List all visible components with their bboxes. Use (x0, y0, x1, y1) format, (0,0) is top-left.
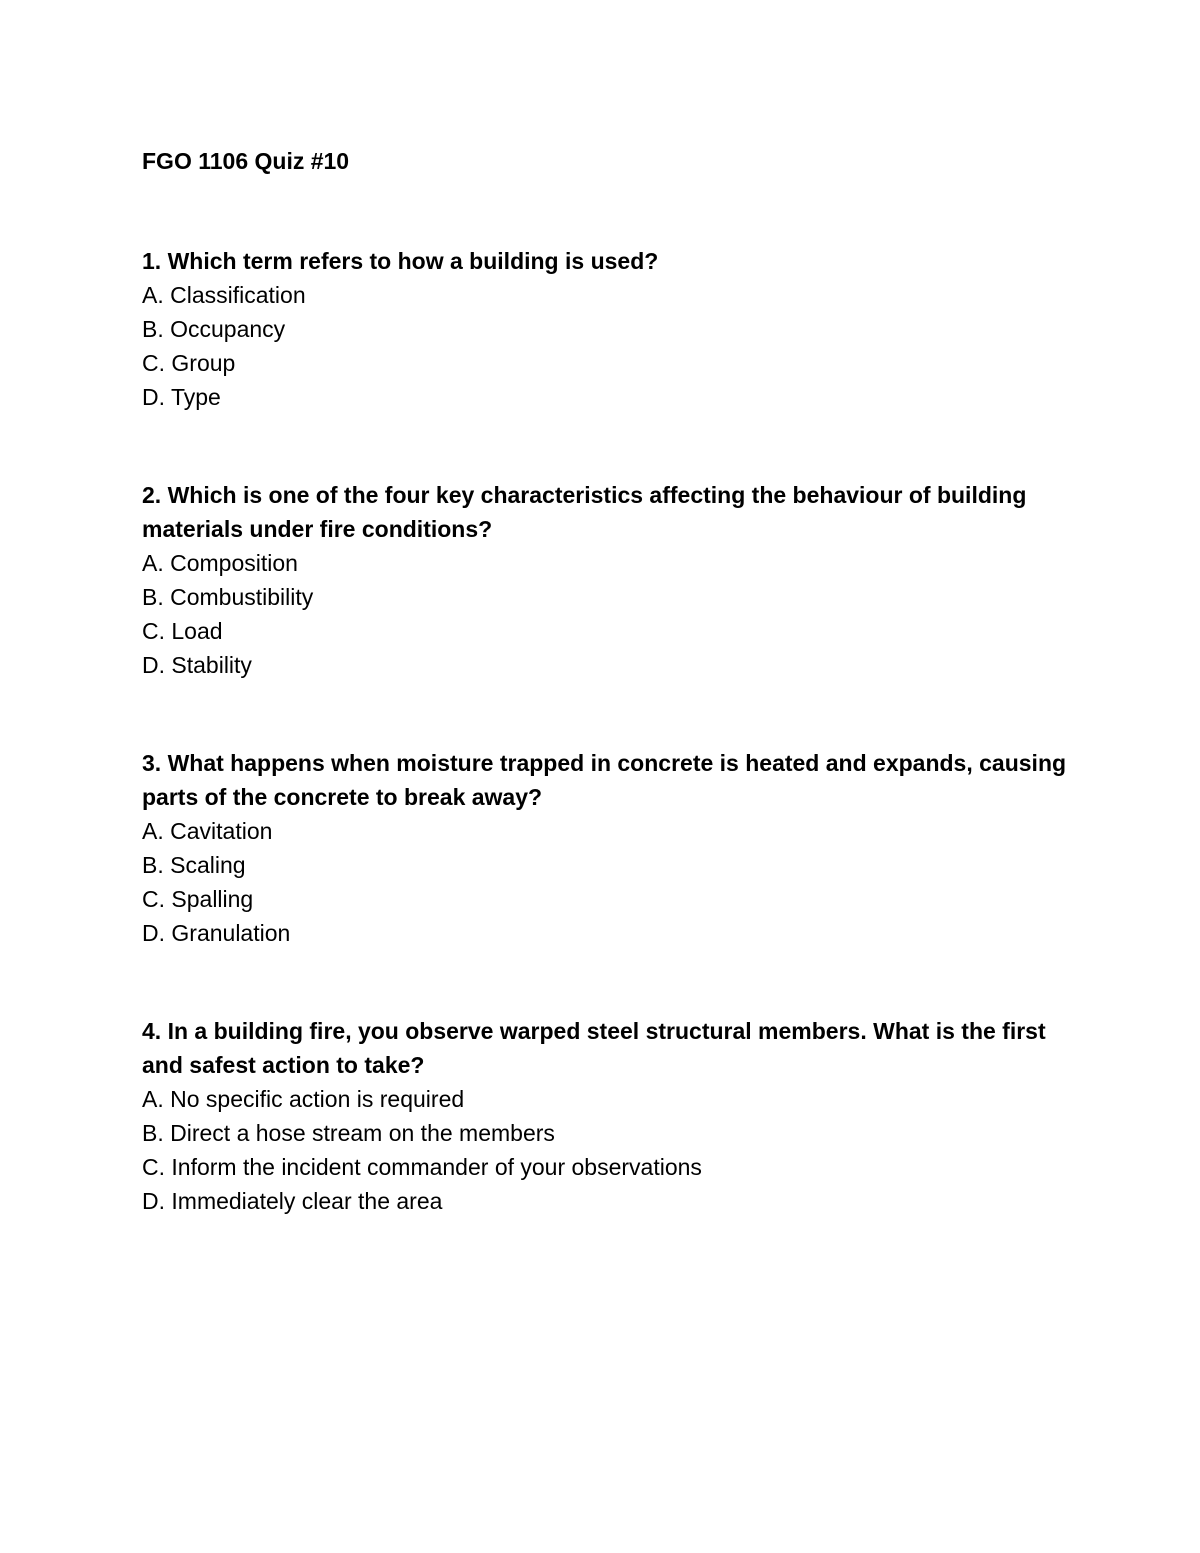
answer-option: D. Stability (142, 652, 252, 678)
answer-option: A. Composition (142, 550, 298, 576)
question-text (142, 1014, 1082, 1082)
answer-option: B. Direct a hose stream on the members (142, 1120, 555, 1146)
answer-option: A. No specific action is required (142, 1086, 465, 1112)
answer-options (142, 814, 1082, 950)
question-number: 3. (142, 750, 162, 776)
answer-option: D. Type (142, 384, 221, 410)
answer-option: B. Occupancy (142, 316, 286, 342)
answer-option: C. Group (142, 350, 236, 376)
question-number: 1. (142, 248, 162, 274)
answer-option: D. Immediately clear the area (142, 1188, 443, 1214)
question-prompt: What happens when moisture trapped in concrete is heated and expands, causing parts of the concrete to break away? (142, 750, 1067, 810)
question-1 (142, 244, 1082, 414)
question-4 (142, 1014, 1082, 1218)
question-2 (142, 478, 1082, 682)
question-number: 4. (142, 1018, 162, 1044)
answer-option: A. Cavitation (142, 818, 273, 844)
question-prompt: Which term refers to how a building is used? (167, 248, 659, 274)
page-title: FGO 1106 Quiz #10 (142, 148, 350, 174)
question-prompt: In a building fire, you observe warped steel structural members. What is the first and safest action to take? (142, 1018, 1046, 1078)
answer-option: C. Inform the incident commander of your observations (142, 1154, 702, 1180)
question-text (142, 244, 1082, 278)
answer-option: B. Scaling (142, 852, 246, 878)
answer-options (142, 1082, 1082, 1218)
answer-option: A. Classification (142, 282, 306, 308)
answer-options (142, 278, 1082, 414)
question-prompt: Which is one of the four key characteristics affecting the behaviour of building materials under fire conditions? (142, 482, 1027, 542)
answer-option: B. Combustibility (142, 584, 314, 610)
answer-option: C. Load (142, 618, 223, 644)
answer-options (142, 546, 1082, 682)
answer-option: C. Spalling (142, 886, 254, 912)
answer-option: D. Granulation (142, 920, 291, 946)
question-number: 2. (142, 482, 162, 508)
question-text (142, 478, 1082, 546)
question-text (142, 746, 1082, 814)
question-3 (142, 746, 1082, 950)
